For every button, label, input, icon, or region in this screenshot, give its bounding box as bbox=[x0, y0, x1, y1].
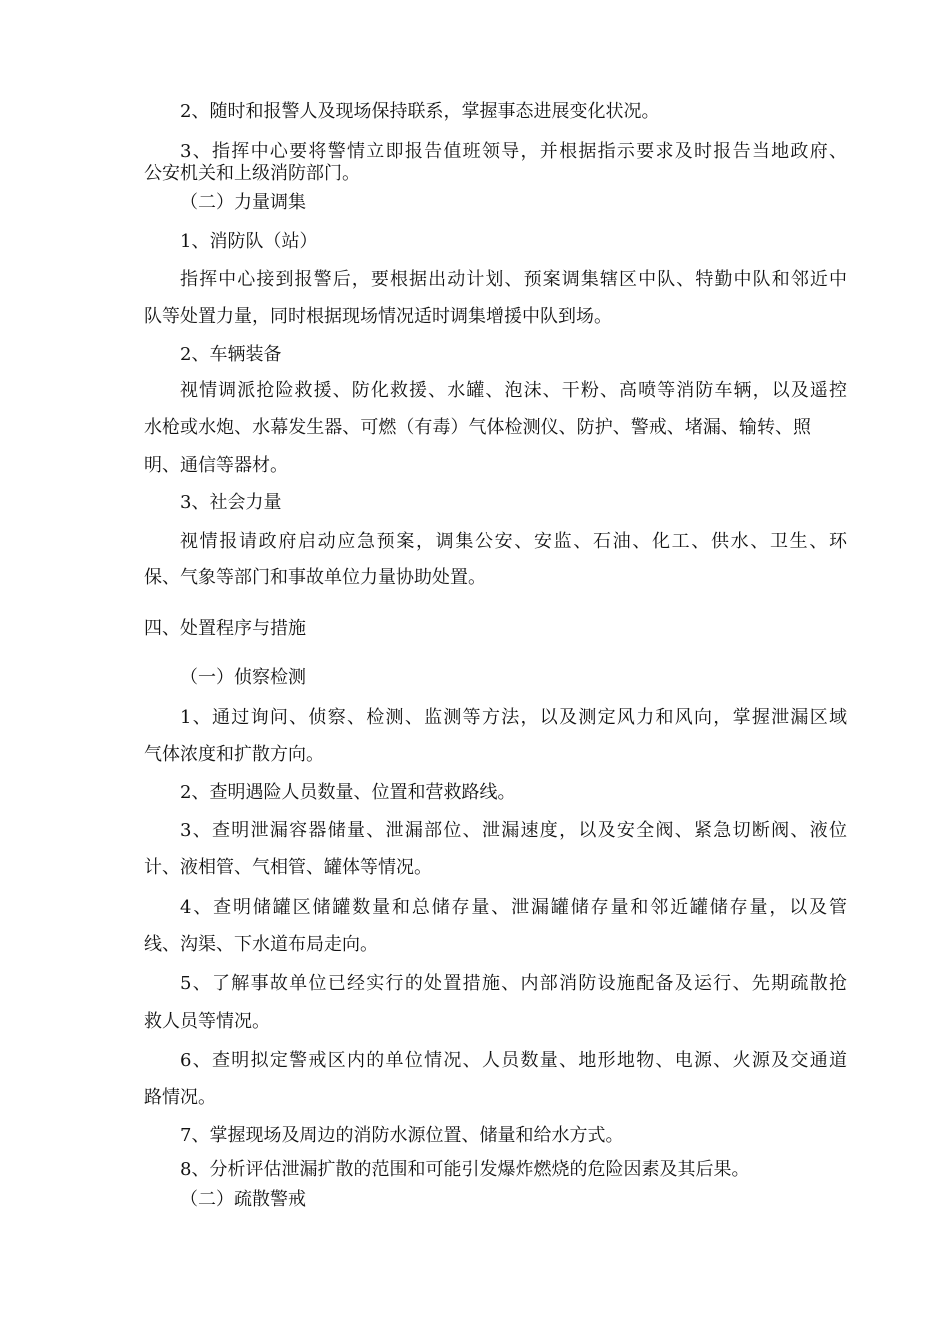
paragraph-line: 视情报请政府启动应急预案，调集公安、安监、石油、化工、供水、卫生、环 bbox=[180, 531, 847, 552]
paragraph-line: 队等处置力量，同时根据现场情况适时调集增援中队到场。 bbox=[144, 306, 612, 327]
paragraph-line: 保、气象等部门和事故单位力量协助处置。 bbox=[144, 567, 486, 588]
subsection-heading: 1、消防队（站） bbox=[180, 231, 318, 252]
section-heading: （二）力量调集 bbox=[180, 192, 306, 213]
paragraph-line: 6、查明拟定警戒区内的单位情况、人员数量、地形地物、电源、火源及交通道 bbox=[180, 1050, 847, 1071]
subsection-heading: 3、社会力量 bbox=[180, 492, 282, 513]
paragraph-line: 气体浓度和扩散方向。 bbox=[144, 744, 324, 765]
paragraph-line: 指挥中心接到报警后，要根据出动计划、预案调集辖区中队、特勤中队和邻近中 bbox=[180, 269, 847, 290]
section-heading: （二）疏散警戒 bbox=[180, 1189, 306, 1210]
paragraph-line: 3、查明泄漏容器储量、泄漏部位、泄漏速度，以及安全阀、紧急切断阀、液位 bbox=[180, 820, 847, 841]
paragraph-line: 3、指挥中心要将警情立即报告值班领导，并根据指示要求及时报告当地政府、 bbox=[180, 141, 847, 162]
paragraph-line: 7、掌握现场及周边的消防水源位置、储量和给水方式。 bbox=[180, 1125, 624, 1146]
paragraph-line: 线、沟渠、下水道布局走向。 bbox=[144, 934, 378, 955]
paragraph-line: 5、了解事故单位已经实行的处置措施、内部消防设施配备及运行、先期疏散抢 bbox=[180, 973, 847, 994]
section-heading: （一）侦察检测 bbox=[180, 667, 306, 688]
paragraph-line: 1、通过询问、侦察、检测、监测等方法，以及测定风力和风向，掌握泄漏区域 bbox=[180, 707, 847, 728]
paragraph-line: 救人员等情况。 bbox=[144, 1011, 270, 1032]
paragraph-line: 水枪或水炮、水幕发生器、可燃（有毒）气体检测仪、防护、警戒、堵漏、输转、照 bbox=[144, 417, 811, 438]
paragraph-line: 视情调派抢险救援、防化救援、水罐、泡沫、干粉、高喷等消防车辆，以及遥控 bbox=[180, 380, 847, 401]
paragraph-line: 路情况。 bbox=[144, 1087, 216, 1108]
paragraph-line: 4、查明储罐区储罐数量和总储存量、泄漏罐储存量和邻近罐储存量，以及管 bbox=[180, 897, 847, 918]
paragraph-line: 2、随时和报警人及现场保持联系，掌握事态进展变化状况。 bbox=[180, 101, 660, 122]
chapter-heading: 四、处置程序与措施 bbox=[144, 618, 306, 639]
subsection-heading: 2、车辆装备 bbox=[180, 344, 282, 365]
paragraph-line: 公安机关和上级消防部门。 bbox=[144, 163, 360, 184]
paragraph-line: 8、分析评估泄漏扩散的范围和可能引发爆炸燃烧的危险因素及其后果。 bbox=[180, 1159, 750, 1180]
paragraph-line: 明、通信等器材。 bbox=[144, 455, 288, 476]
paragraph-line: 计、液相管、气相管、罐体等情况。 bbox=[144, 857, 432, 878]
paragraph-line: 2、查明遇险人员数量、位置和营救路线。 bbox=[180, 782, 516, 803]
